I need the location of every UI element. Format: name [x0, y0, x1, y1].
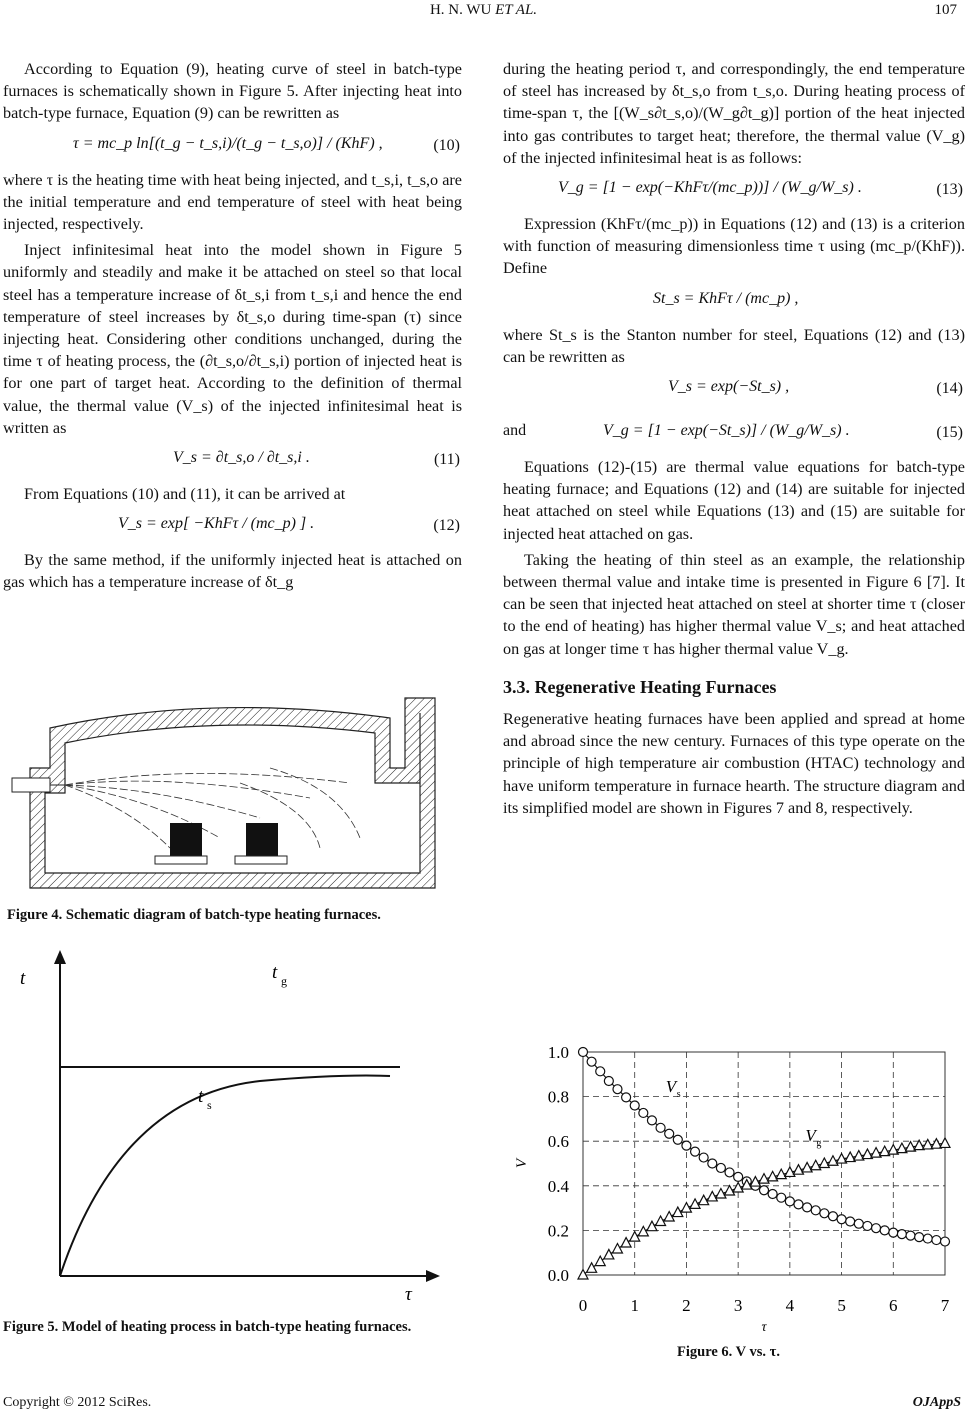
- furnace-diagram: [10, 688, 450, 898]
- data-point: [785, 1197, 794, 1206]
- data-point: [897, 1230, 906, 1239]
- svg-text:s: s: [207, 1098, 212, 1112]
- paragraph: where τ is the heating time with heat being injected, and t_s,i, t_s,o are the initial temperature and end temperature of steel with heat being injected, respectively.: [3, 170, 462, 234]
- heating-curve-diagram: [10, 946, 450, 1306]
- data-point: [673, 1135, 682, 1144]
- figure-6-caption: Figure 6. V vs. τ.: [677, 1344, 780, 1360]
- data-point: [846, 1217, 855, 1226]
- x-tick-label: 6: [889, 1296, 898, 1315]
- paragraph: Equations (12)-(15) are thermal value equations for batch-type heating furnace; and Equations (12) and (14) are suitable for injected heat attached on steel while Equations (13) and (15) are suitable for injected heat attached on gas.: [503, 458, 965, 543]
- paragraph: Regenerative heating furnaces have been applied and spread at home and abroad since the new century. Furnaces of this type operate on the principle of high temperature air combustion (HTAC) technology and have uniform temperature in furnace hearth. The structure diagram and its simplified model are shown in Figures 7 and 8, respectively.: [503, 710, 965, 817]
- x-tick-label: 4: [785, 1296, 795, 1315]
- x-tick-label: 0: [578, 1296, 588, 1315]
- data-point: [906, 1231, 915, 1240]
- paragraph: where St_s is the Stanton number for steel, Equations (12) and (13) can be rewritten as: [503, 325, 965, 366]
- data-point: [613, 1085, 622, 1094]
- data-point: [803, 1203, 812, 1212]
- equation-12: V_s = exp[ −KhFτ / (mc_p) ] . (12): [118, 515, 460, 535]
- paragraph: According to Equation (9), heating curve of steel in batch-type furnaces is schematically shown in Figure 5. After injecting heat into batch-type furnace, Equation (9) can be rewritten as: [3, 60, 462, 123]
- header-authors: H. N. WU: [429, 2, 492, 18]
- data-point: [837, 1215, 846, 1224]
- data-point: [854, 1219, 863, 1228]
- data-point: [716, 1163, 725, 1172]
- data-point: [777, 1193, 786, 1202]
- paragraph: From Equations (10) and (11), it can be arrived at: [24, 485, 346, 504]
- y-tick-label: 0.2: [547, 1221, 569, 1241]
- axis-t-label: t: [20, 968, 26, 989]
- data-point: [820, 1209, 829, 1218]
- paragraph: By the same method, if the uniformly injected heat is attached on gas which has a temperature increase of δt_g: [3, 551, 462, 592]
- x-tick-label: 2: [682, 1296, 691, 1315]
- series-label-sub: g: [816, 1138, 822, 1150]
- data-point: [587, 1263, 597, 1273]
- figure-4-caption: Figure 4. Schematic diagram of batch-type heating furnaces.: [7, 907, 381, 923]
- data-point: [579, 1048, 588, 1057]
- equation-stanton: St_s = KhFτ / (mc_p) ,: [653, 289, 799, 307]
- y-tick-label: 0.8: [547, 1087, 569, 1107]
- x-tick-label: 1: [630, 1296, 639, 1315]
- y-tick-label: 0.4: [547, 1176, 569, 1196]
- series-label: V: [805, 1126, 816, 1146]
- data-point: [725, 1168, 734, 1177]
- figure-5-caption: Figure 5. Model of heating process in batch-type heating furnaces.: [3, 1319, 412, 1335]
- data-point: [889, 1228, 898, 1237]
- data-point: [828, 1212, 837, 1221]
- data-point: [915, 1233, 924, 1242]
- equation-10: τ = mc_p ln[(t_g − t_s,i)/(t_g − t_s,o)] / (KhF) , (10): [73, 134, 460, 154]
- svg-text:g: g: [281, 974, 287, 988]
- data-point: [760, 1186, 769, 1195]
- data-point: [639, 1108, 648, 1117]
- data-point: [604, 1076, 613, 1085]
- data-point: [872, 1224, 881, 1233]
- equation-14: V_s = exp(−St_s) , (14): [668, 378, 963, 398]
- data-point: [880, 1226, 889, 1235]
- data-point: [630, 1101, 639, 1110]
- footer-copyright: Copyright © 2012 SciRes.: [3, 1395, 152, 1410]
- data-point: [768, 1189, 777, 1198]
- data-point: [665, 1129, 674, 1138]
- data-point: [923, 1234, 932, 1243]
- data-point: [863, 1221, 872, 1230]
- x-tick-label: 3: [733, 1296, 743, 1315]
- equation-13: V_g = [1 − exp(−KhFτ/(mc_p))] / (W_g/W_s) . (13): [558, 179, 963, 199]
- x-tick-label: 5: [837, 1296, 846, 1315]
- data-point: [595, 1256, 605, 1266]
- paragraph: Expression (KhFτ/(mc_p)) in Equations (12) and (13) is a criterion with function of measuring dimensionless time τ using (mc_p/(KhF)). Define: [503, 215, 965, 278]
- data-point: [587, 1057, 596, 1066]
- data-point: [932, 1236, 941, 1245]
- y-tick-label: 0.6: [547, 1132, 569, 1152]
- tg-label: t: [272, 962, 278, 983]
- ts-label: t: [198, 1086, 204, 1107]
- y-axis-label: V: [514, 1158, 530, 1169]
- section-heading: 3.3. Regenerative Heating Furnaces: [503, 676, 777, 697]
- y-tick-label: 1.0: [547, 1043, 569, 1062]
- paragraph: during the heating period τ, and correspondingly, the end temperature of steel has increased by δt_s,o from t_s,o. During heating process of time-span τ, the [(W_s∂t_s,o)/(W_g∂t_g)] portion of the heat injected into gas contributes to target heat; therefore, the thermal value (V_g) of the injected infinitesimal heat is as follows:: [503, 60, 965, 167]
- axis-tau-label: τ: [405, 1284, 412, 1305]
- right-column: [503, 58, 965, 819]
- left-column: [3, 58, 462, 594]
- v-vs-tau-chart: [503, 1040, 965, 1335]
- data-point: [604, 1249, 614, 1259]
- data-point: [699, 1153, 708, 1162]
- y-tick-label: 0.0: [547, 1266, 569, 1285]
- data-point: [612, 1243, 622, 1253]
- data-point: [578, 1270, 588, 1280]
- data-point: [647, 1116, 656, 1125]
- data-point: [941, 1237, 950, 1246]
- data-point: [811, 1206, 820, 1215]
- footer-journal: OJAppS: [912, 1395, 961, 1410]
- data-point: [708, 1159, 717, 1168]
- data-point: [656, 1123, 665, 1132]
- data-point: [622, 1093, 631, 1102]
- data-point: [682, 1141, 691, 1150]
- data-point: [596, 1067, 605, 1076]
- data-point: [691, 1147, 700, 1156]
- header-et-al: ET AL.: [495, 2, 538, 18]
- data-point: [734, 1172, 743, 1181]
- series-line: [583, 1052, 945, 1242]
- data-point: [940, 1138, 950, 1148]
- x-tick-label: 7: [940, 1296, 950, 1315]
- x-axis-label: τ: [761, 1320, 767, 1335]
- series-line: [583, 1143, 945, 1275]
- paragraph: Taking the heating of thin steel as an example, the relationship between thermal value and intake time is presented in Figure 6 [7]. It can be seen that injected heat attached on steel at shorter time τ (closer to the end of heating) has higher thermal value V_s; and heat attached on gas at longer time τ has higher thermal value V_g.: [503, 550, 965, 658]
- equation-11: V_s = ∂t_s,o / ∂t_s,i . (11): [173, 449, 460, 469]
- running-header: [0, 2, 967, 19]
- series-label: V: [665, 1077, 677, 1097]
- data-point: [794, 1200, 803, 1209]
- series-label-sub: s: [676, 1089, 681, 1101]
- page-number: 107: [934, 2, 957, 18]
- data-point: [621, 1238, 631, 1248]
- paragraph: Inject infinitesimal heat into the model shown in Figure 5 uniformly and steadily and make it be attached on steel so that local steel has a temperature increase of δt_s,i from t_s,i and hence the end temperature of steel increases by δt_s,o during time-span (τ) since injecting heat. Considering other conditions unchanged, during the time τ of heating process, the (∂t_s,o/∂t_s,i) portion of injected heat is for one part of target heat. According to the definition of thermal value, the thermal value (V_s) of the injected infinitesimal heat is written as: [3, 241, 462, 437]
- equation-15: and V_g = [1 − exp(−St_s)] / (W_g/W_s) . (15): [503, 422, 963, 442]
